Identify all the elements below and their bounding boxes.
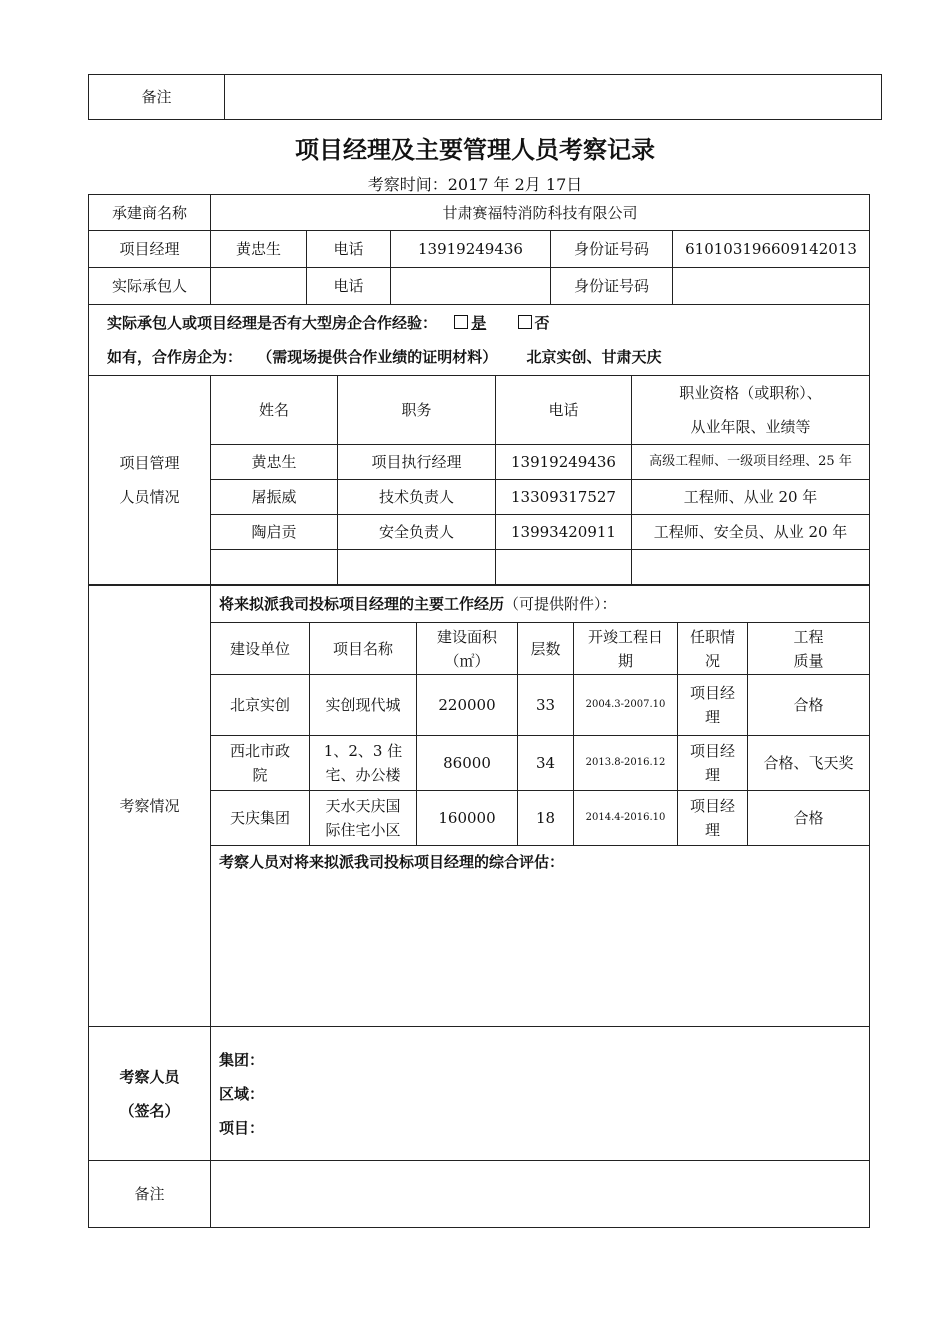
col-area-1: 建设面积 [436, 627, 497, 646]
staff-qual: 高级工程师、一级项目经理、25 年 [632, 445, 870, 480]
history-project-1: 天水天庆国 [325, 797, 401, 815]
staff-role: 安全负责人 [338, 515, 496, 550]
history-unit [211, 675, 310, 736]
col-dates-1: 开竣工程日 [587, 627, 663, 646]
partner-note: （需现场提供合作业绩的证明材料） [257, 348, 498, 366]
staff-header-qual [632, 376, 870, 445]
history-dates: 2013.8-2016.12 [574, 736, 678, 791]
page-title: 项目经理及主要管理人员考察记录 [295, 136, 655, 164]
bottom-remark-label: 备注 [89, 1161, 211, 1228]
bottom-remark-value[interactable] [211, 1161, 870, 1228]
history-title-rest: （可提供附件）： [504, 595, 617, 613]
staff-role: 技术负责人 [338, 480, 496, 515]
staff-header-qual-2: 从业年限、业绩等 [690, 418, 811, 436]
history-dates: 2014.4-2016.10 [574, 791, 678, 846]
col-project: 项目名称 [310, 623, 417, 675]
col-quality-1: 工程 [793, 627, 824, 646]
col-role [678, 623, 748, 675]
staff-header-qual-1: 职业资格（或职称）、 [679, 384, 822, 402]
experience-partner-line [107, 340, 865, 374]
history-project-1: 实创现代城 [325, 696, 401, 714]
pm-label: 项目经理 [89, 231, 211, 268]
staff-qual [632, 550, 870, 585]
staff-header-name: 姓名 [211, 376, 338, 445]
pm-id: 610103196609142013 [673, 231, 870, 268]
staff-section-label-1: 项目管理 [119, 454, 180, 472]
history-quality: 合格、飞天奖 [748, 736, 870, 791]
signature-table [88, 1026, 870, 1228]
staff-role [338, 550, 496, 585]
staff-name: 屠振威 [211, 480, 338, 515]
actual-contractor-label: 实际承包人 [89, 268, 211, 305]
checkbox-icon [518, 315, 532, 329]
history-unit-1: 北京实创 [229, 696, 290, 714]
history-role-2: 理 [704, 821, 720, 839]
inspectors-label [89, 1027, 211, 1161]
staff-header-phone: 电话 [496, 376, 632, 445]
col-role-1: 任职情 [689, 627, 735, 646]
col-quality [748, 623, 870, 675]
history-role-1: 项目经 [689, 797, 735, 815]
staff-phone [496, 550, 632, 585]
history-role [678, 736, 748, 791]
history-title [211, 586, 870, 623]
staff-section-label-2: 人员情况 [119, 488, 180, 506]
experience-yes-option[interactable] [454, 314, 486, 332]
history-quality: 合格 [748, 675, 870, 736]
history-dates: 2004.3-2007.10 [574, 675, 678, 736]
col-unit: 建设单位 [211, 623, 310, 675]
actual-id-label: 身份证号码 [551, 268, 673, 305]
staff-qual: 工程师、从业 20 年 [632, 480, 870, 515]
history-project-2: 宅、办公楼 [325, 766, 401, 784]
history-project [310, 675, 417, 736]
history-area: 86000 [417, 736, 518, 791]
actual-phone [391, 268, 551, 305]
evaluation-cell [211, 846, 870, 1027]
col-quality-2: 质量 [793, 651, 824, 670]
partner-prefix: 如有，合作房企为： [107, 348, 243, 366]
signature-project: 项目： [219, 1118, 265, 1137]
staff-name [211, 550, 338, 585]
history-project [310, 791, 417, 846]
staff-name: 黄忠生 [211, 445, 338, 480]
staff-table [88, 375, 870, 585]
basic-info-table [88, 194, 870, 376]
contractor-label: 承建商名称 [89, 195, 211, 231]
history-role-2: 理 [704, 708, 720, 726]
history-project-2: 际住宅小区 [325, 821, 401, 839]
staff-phone: 13309317527 [496, 480, 632, 515]
pm-phone: 13919249436 [391, 231, 551, 268]
history-unit [211, 736, 310, 791]
col-dates [574, 623, 678, 675]
history-quality: 合格 [748, 791, 870, 846]
history-unit [211, 791, 310, 846]
staff-qual: 工程师、安全员、从业 20 年 [632, 515, 870, 550]
history-role-1: 项目经 [689, 742, 735, 760]
history-floors: 33 [518, 675, 574, 736]
pm-phone-label: 电话 [307, 231, 391, 268]
col-area-2: （㎡） [444, 651, 490, 670]
history-unit-1: 天庆集团 [229, 809, 290, 827]
history-role-2: 理 [704, 766, 720, 784]
staff-section-label [89, 376, 211, 585]
signature-group: 集团： [219, 1050, 265, 1069]
inspectors-label-2: （签名） [119, 1101, 180, 1120]
actual-id [673, 268, 870, 305]
yes-label: 是 [471, 314, 487, 332]
pm-id-label: 身份证号码 [551, 231, 673, 268]
col-role-2: 况 [704, 651, 720, 670]
actual-contractor-name [211, 268, 307, 305]
inspectors-signature-cell[interactable] [211, 1027, 870, 1161]
history-floors: 34 [518, 736, 574, 791]
staff-phone: 13993420911 [496, 515, 632, 550]
experience-cell [89, 305, 870, 376]
history-project-1: 1、2、3 住 [323, 742, 403, 760]
history-area: 220000 [417, 675, 518, 736]
inspection-table [88, 585, 870, 1027]
top-remark-label: 备注 [89, 75, 225, 120]
history-title-bold: 将来拟派我司投标项目经理的主要工作经历 [219, 595, 505, 613]
checkbox-icon [454, 315, 468, 329]
inspection-section-label: 考察情况 [89, 586, 211, 1027]
inspectors-label-1: 考察人员 [119, 1067, 180, 1086]
top-remark-table [88, 74, 882, 120]
col-dates-2: 期 [617, 651, 633, 670]
history-unit-1: 西北市政 [229, 742, 290, 760]
history-role-1: 项目经 [689, 684, 735, 702]
experience-question-line [107, 306, 865, 340]
history-role [678, 675, 748, 736]
history-floors: 18 [518, 791, 574, 846]
staff-header-role: 职务 [338, 376, 496, 445]
history-unit-2: 院 [252, 766, 268, 784]
actual-phone-label: 电话 [307, 268, 391, 305]
col-area [417, 623, 518, 675]
experience-no-option[interactable] [518, 314, 550, 332]
evaluation-label: 考察人员对将来拟派我司投标项目经理的综合评估： [219, 853, 565, 871]
signature-region: 区域： [219, 1084, 265, 1103]
history-project [310, 736, 417, 791]
experience-question: 实际承包人或项目经理是否有大型房企合作经验： [107, 314, 438, 332]
col-floors: 层数 [518, 623, 574, 675]
inspect-time: 考察时间：2017 年 2月 17日 [367, 175, 583, 194]
staff-name: 陶启贡 [211, 515, 338, 550]
history-area: 160000 [417, 791, 518, 846]
pm-name: 黄忠生 [211, 231, 307, 268]
staff-role: 项目执行经理 [338, 445, 496, 480]
top-remark-value [225, 75, 882, 120]
partner-value: 北京实创、甘肃天庆 [526, 348, 662, 366]
no-label: 否 [534, 314, 550, 332]
history-role [678, 791, 748, 846]
contractor-value: 甘肃赛福特消防科技有限公司 [211, 195, 870, 231]
staff-phone: 13919249436 [496, 445, 632, 480]
